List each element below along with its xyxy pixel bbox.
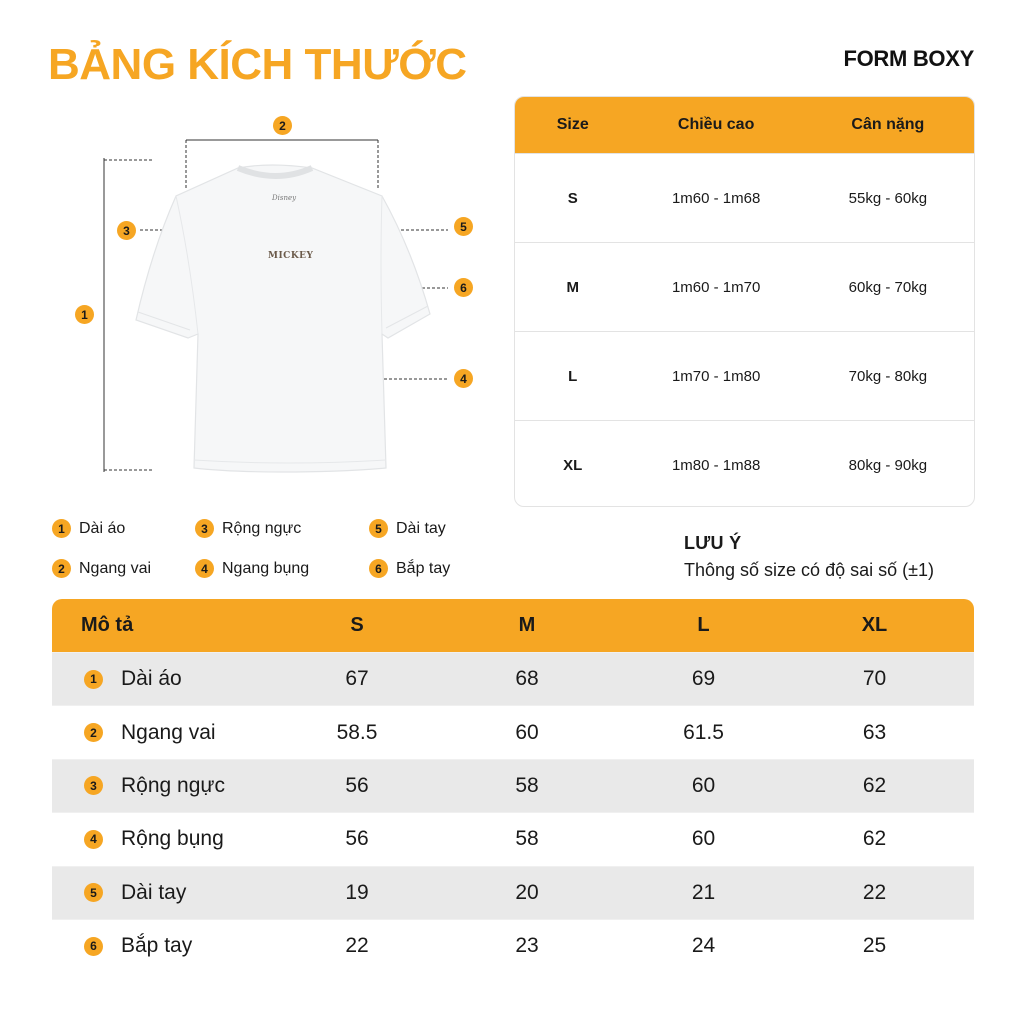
marker-6: 6 [454,278,473,297]
measurement-table [52,599,974,972]
row-label: Rộng bụng [121,827,224,851]
legend-item [195,559,309,578]
height-cell: 1m60 - 1m70 [671,278,761,296]
table-row [515,153,974,242]
table-row [515,331,974,420]
page-title: BẢNG KÍCH THƯỚC [48,40,467,89]
weight-cell: 70kg - 80kg [848,367,928,385]
size-header-height: Chiều cao [677,116,755,133]
cell-m: 20 [515,880,539,904]
cell-l: 69 [691,667,716,691]
size-cell: S [567,189,578,207]
marker-2: 2 [273,116,292,135]
row-description [52,827,272,851]
cell-s: 22 [345,934,369,958]
cell-m: 60 [515,720,539,744]
table-row [52,866,974,919]
row-number: 4 [84,830,103,849]
legend-label: Rộng ngực [222,519,302,537]
header-xl: XL [861,614,888,636]
note-block [684,533,934,581]
cell-s: 19 [345,880,369,904]
cell-xl: 70 [862,667,887,691]
weight-cell: 55kg - 60kg [848,189,928,207]
table-row [515,420,974,507]
cell-s: 56 [345,827,369,851]
table-row [52,652,974,705]
row-label: Bắp tay [121,934,193,958]
table-row [52,812,974,865]
row-label: Ngang vai [121,720,216,744]
table-row [515,242,974,331]
header-s: S [350,614,364,636]
legend-number: 4 [195,559,214,578]
legend-number: 2 [52,559,71,578]
height-cell: 1m60 - 1m68 [671,189,761,207]
row-description [52,881,272,905]
header-description: Mô tả [81,614,134,636]
row-label: Dài tay [121,880,187,904]
weight-cell: 60kg - 70kg [848,278,928,296]
legend-item [369,559,450,578]
row-number: 3 [84,776,103,795]
marker-5: 5 [454,217,473,236]
note-title: LƯU Ý [684,533,742,553]
legend-item [52,519,125,538]
size-cell: XL [563,456,583,474]
cell-xl: 62 [862,773,887,797]
marker-1: 1 [75,305,94,324]
legend-label: Ngang bụng [222,559,310,577]
table-row [52,705,974,758]
cell-xl: 25 [862,934,887,958]
cell-m: 23 [515,934,539,958]
marker-3: 3 [117,221,136,240]
legend-label: Bắp tay [396,559,451,577]
row-description [52,774,272,798]
legend-number: 5 [369,519,388,538]
note-text: Thông số size có độ sai số (±1) [684,560,934,580]
size-cell: M [566,278,579,296]
legend-number: 1 [52,519,71,538]
shirt-print: MICKEY [268,251,314,261]
cell-s: 67 [345,667,369,691]
row-number: 6 [84,937,103,956]
row-description [52,667,272,691]
size-header-weight: Cân nặng [851,116,925,133]
marker-4: 4 [454,369,473,388]
cell-l: 60 [691,773,716,797]
form-label: FORM BOXY [843,46,974,71]
row-number: 5 [84,883,103,902]
header-m: M [518,614,536,636]
table-row [52,919,974,972]
size-cell: L [568,367,578,385]
legend-item [369,519,446,538]
row-number: 1 [84,670,103,689]
height-cell: 1m80 - 1m88 [671,456,761,474]
shirt-shape [136,165,430,472]
cell-l: 21 [691,880,716,904]
shirt-diagram [40,100,500,500]
legend-label: Dài tay [396,519,446,537]
legend-item [195,519,301,538]
size-header-size: Size [556,116,589,133]
size-table [514,96,975,507]
cell-xl: 22 [862,880,887,904]
measurement-table-header [52,599,974,652]
cell-m: 68 [515,667,539,691]
legend-number: 6 [369,559,388,578]
cell-s: 58.5 [336,720,378,744]
row-number: 2 [84,723,103,742]
shirt-illustration [40,100,500,500]
legend-label: Dài áo [79,519,126,537]
legend-label: Ngang vai [79,559,152,577]
cell-l: 61.5 [683,720,724,744]
cell-xl: 63 [862,720,887,744]
cell-l: 60 [691,827,716,851]
row-label: Rộng ngực [121,773,225,797]
cell-xl: 62 [862,827,887,851]
row-label: Dài áo [121,667,182,691]
height-cell: 1m70 - 1m80 [671,367,761,385]
measurement-table-body [52,652,974,972]
legend-item [52,559,151,578]
header-l: L [697,614,710,636]
size-table-header [515,97,974,153]
measurement-legend [52,519,472,589]
cell-m: 58 [515,773,539,797]
row-description [52,721,272,745]
shirt-brand: Disney [272,194,297,202]
row-description [52,934,272,958]
cell-m: 58 [515,827,539,851]
cell-l: 24 [691,934,716,958]
legend-number: 3 [195,519,214,538]
table-row [52,759,974,812]
weight-cell: 80kg - 90kg [848,456,928,474]
cell-s: 56 [345,773,369,797]
